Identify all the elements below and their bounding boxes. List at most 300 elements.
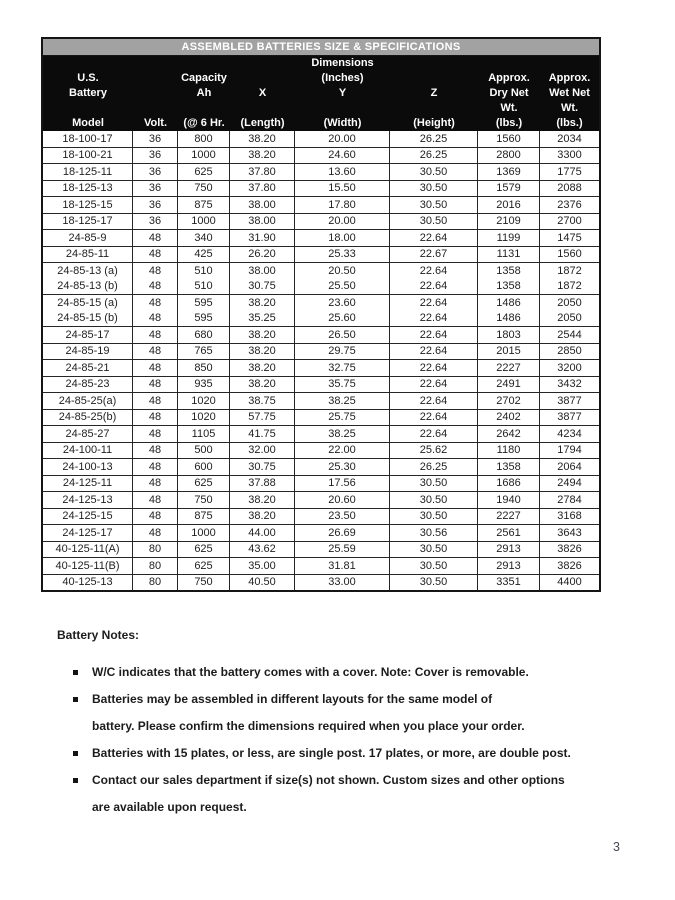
header-line: Dry Net (489, 87, 529, 99)
table-body (43, 131, 599, 590)
table-cell: 2050 (540, 311, 599, 328)
note-text (92, 767, 565, 821)
table-cell: 44.00 (230, 525, 295, 542)
table-cell: 1358 (478, 263, 540, 279)
table-row (43, 509, 599, 526)
table-cell: 26.25 (390, 148, 478, 165)
table-cell: 595 (178, 311, 230, 328)
table-row (43, 476, 599, 493)
header-line: Approx. (548, 72, 591, 84)
table-cell: 750 (178, 575, 230, 591)
header-line: Battery (69, 87, 107, 99)
table-cell: 38.20 (230, 360, 295, 377)
table-cell: 38.20 (230, 509, 295, 526)
header-line (133, 101, 178, 116)
table-cell: 1020 (178, 393, 230, 410)
table-cell: 22.64 (390, 410, 478, 427)
table-cell: 48 (133, 410, 178, 427)
table-cell: 1131 (478, 247, 540, 264)
table-cell: 625 (178, 476, 230, 493)
table-cell: 38.25 (295, 393, 390, 410)
table-cell: 48 (133, 247, 178, 264)
header-line (230, 101, 295, 116)
header-line: Approx. (488, 72, 530, 84)
table-cell: 26.69 (295, 525, 390, 542)
table-cell: 80 (133, 542, 178, 559)
table-cell: 595 (178, 295, 230, 311)
table-cell: 48 (133, 279, 178, 296)
note-line: battery. Please confirm the dimensions required when you place your order. (92, 719, 525, 733)
table-cell: 2227 (478, 509, 540, 526)
table-cell: 2544 (540, 327, 599, 344)
note-item (57, 767, 571, 821)
table-cell: 20.00 (295, 214, 390, 231)
header-line (43, 101, 133, 116)
note-line: Batteries may be assembled in different layouts for the same model of (92, 692, 493, 706)
table-cell: 3826 (540, 542, 599, 559)
table-cell: 3351 (478, 575, 540, 591)
note-line: Batteries with 15 plates, or less, are single post. 17 plates, or more, are double post. (92, 746, 571, 760)
header-col (230, 56, 295, 131)
table-cell: 500 (178, 443, 230, 460)
table-cell: 680 (178, 327, 230, 344)
battery-notes-section (57, 628, 571, 821)
table-cell: 25.50 (295, 279, 390, 296)
table-cell: 36 (133, 131, 178, 148)
table-cell: 48 (133, 327, 178, 344)
header-col (178, 56, 230, 131)
table-header (43, 56, 599, 131)
table-cell: 2913 (478, 542, 540, 559)
table-cell: 24-85-19 (43, 344, 133, 361)
header-col (295, 56, 390, 131)
table-cell: 24-85-9 (43, 230, 133, 247)
table-cell: 1475 (540, 230, 599, 247)
table-row (43, 575, 599, 591)
table-cell: 25.33 (295, 247, 390, 264)
table-cell: 24-125-13 (43, 492, 133, 509)
header-line (133, 86, 178, 101)
table-cell: 625 (178, 542, 230, 559)
header-line: Wet Net (549, 87, 590, 99)
table-cell: 33.00 (295, 575, 390, 591)
table-row (43, 279, 599, 296)
header-line: (@ 6 Hr. (183, 117, 225, 129)
table-row (43, 410, 599, 427)
table-cell: 26.25 (390, 459, 478, 476)
table-cell: 30.50 (390, 164, 478, 181)
table-cell: 2088 (540, 181, 599, 198)
notes-list (57, 659, 571, 821)
table-cell: 24-85-15 (a) (43, 295, 133, 311)
table-cell: 3168 (540, 509, 599, 526)
header-col (540, 56, 599, 131)
table-cell: 2050 (557, 296, 582, 309)
table-cell: 24-125-17 (43, 525, 133, 542)
table-cell: 20.00 (295, 131, 390, 148)
table-cell: 22.64 (390, 360, 478, 377)
table-cell: 31.90 (230, 230, 295, 247)
table-cell: 38.00 (230, 197, 295, 214)
table-cell: 1560 (478, 131, 540, 148)
header-line: (lbs.) (556, 117, 583, 129)
header-line (178, 56, 230, 71)
table-cell: 22.64 (390, 279, 478, 296)
table-cell: 35.00 (230, 558, 295, 575)
table-cell: 3877 (540, 410, 599, 427)
table-cell: 37.80 (230, 164, 295, 181)
table-cell: 3826 (540, 558, 599, 575)
table-row (43, 492, 599, 509)
table-cell: 48 (133, 230, 178, 247)
table-cell: 875 (178, 197, 230, 214)
table-cell: 1000 (178, 148, 230, 165)
table-cell: 25.62 (390, 443, 478, 460)
header-line (133, 56, 178, 71)
table-cell: 30.50 (390, 558, 478, 575)
table-cell: 510 (178, 263, 230, 279)
header-line: Y (338, 87, 347, 99)
table-cell: 1000 (178, 214, 230, 231)
table-cell: 22.64 (390, 230, 478, 247)
table-cell: 17.80 (295, 197, 390, 214)
table-cell: 2700 (540, 214, 599, 231)
table-cell: 3200 (540, 360, 599, 377)
table-row (43, 426, 599, 443)
table-cell: 24-85-25(a) (43, 393, 133, 410)
table-row (43, 148, 599, 165)
header-line (178, 101, 230, 116)
table-row (43, 377, 599, 394)
table-cell: 35.75 (295, 377, 390, 394)
table-cell: 22.64 (390, 344, 478, 361)
table-cell: 1872 (557, 264, 582, 277)
table-cell: 43.62 (230, 542, 295, 559)
header-line: Z (430, 87, 438, 99)
header-line (43, 56, 133, 71)
header-line: (Width) (323, 117, 362, 129)
table-cell: 38.20 (230, 344, 295, 361)
table-cell: 48 (133, 263, 178, 279)
table-cell: 25.30 (295, 459, 390, 476)
table-cell: 24-85-23 (43, 377, 133, 394)
table-row (43, 344, 599, 361)
header-line: X (258, 87, 267, 99)
table-cell: 40-125-11(A) (43, 542, 133, 559)
note-item (57, 659, 571, 686)
note-text (92, 740, 571, 767)
table-cell: 48 (133, 492, 178, 509)
table-row (43, 558, 599, 575)
table-cell: 30.50 (390, 476, 478, 493)
table-cell: 1794 (540, 443, 599, 460)
table-cell: 36 (133, 197, 178, 214)
table-cell: 24-85-25(b) (43, 410, 133, 427)
table-cell: 1020 (178, 410, 230, 427)
table-cell: 30.50 (390, 197, 478, 214)
bullet-square-icon (73, 751, 78, 756)
table-row (43, 542, 599, 559)
table-cell: 48 (133, 393, 178, 410)
table-cell: 2016 (478, 197, 540, 214)
table-cell: 1358 (478, 279, 540, 296)
table-cell: 425 (178, 247, 230, 264)
header-line: Ah (196, 87, 212, 99)
table-row (43, 197, 599, 214)
table-cell: 38.00 (230, 263, 295, 279)
table-cell: 1803 (478, 327, 540, 344)
header-line: Dimensions (311, 57, 374, 69)
table-cell: 2642 (478, 426, 540, 443)
table-cell: 1358 (478, 459, 540, 476)
table-cell: 1560 (540, 247, 599, 264)
table-cell: 2034 (540, 131, 599, 148)
table-cell: 24-125-15 (43, 509, 133, 526)
table-cell: 32.00 (230, 443, 295, 460)
table-row (43, 443, 599, 460)
table-cell: 24.60 (295, 148, 390, 165)
table-cell: 24-85-21 (43, 360, 133, 377)
table-cell: 22.67 (390, 247, 478, 264)
table-cell: 3432 (540, 377, 599, 394)
table-cell: 38.20 (230, 327, 295, 344)
table-cell: 38.00 (230, 214, 295, 231)
note-item (57, 686, 571, 740)
table-cell: 1775 (540, 164, 599, 181)
table-cell: 22.64 (390, 377, 478, 394)
table-cell: 2064 (540, 459, 599, 476)
table-cell: 26.25 (390, 131, 478, 148)
table-cell: 750 (178, 181, 230, 198)
note-line: W/C indicates that the battery comes with a cover. Note: Cover is removable. (92, 665, 529, 679)
table-cell: 32.75 (295, 360, 390, 377)
header-col (43, 56, 133, 131)
table-cell: 1105 (178, 426, 230, 443)
table-cell: 2800 (478, 148, 540, 165)
header-line: (Inches) (321, 72, 364, 84)
table-cell: 30.50 (390, 492, 478, 509)
table-cell: 57.75 (230, 410, 295, 427)
table-cell: 25.60 (295, 311, 390, 328)
table-cell: 48 (133, 525, 178, 542)
header-line (295, 101, 390, 116)
table-cell: 29.75 (295, 344, 390, 361)
table-cell: 2015 (478, 344, 540, 361)
table-row (43, 393, 599, 410)
table-row (43, 247, 599, 264)
note-line: Contact our sales department if size(s) not shown. Custom sizes and other options (92, 773, 565, 787)
page-number: 3 (613, 840, 620, 854)
note-line: are available upon request. (92, 800, 247, 814)
table-cell: 1486 (478, 295, 540, 311)
table-cell: 1199 (478, 230, 540, 247)
bullet-square-icon (73, 778, 78, 783)
table-cell: 340 (178, 230, 230, 247)
table-title: ASSEMBLED BATTERIES SIZE & SPECIFICATIONS (43, 39, 599, 56)
table-cell: 4400 (557, 576, 582, 589)
table-cell: 1369 (478, 164, 540, 181)
header-line: Volt. (143, 117, 167, 129)
table-row (43, 525, 599, 542)
table-cell: 22.64 (390, 295, 478, 311)
notes-heading: Battery Notes: (57, 628, 140, 642)
table-cell: 2913 (478, 558, 540, 575)
table-cell: 1686 (478, 476, 540, 493)
table-cell: 48 (133, 476, 178, 493)
table-cell: 38.20 (230, 148, 295, 165)
table-cell: 24-85-15 (b) (43, 311, 133, 328)
table-cell: 36 (133, 164, 178, 181)
table-cell: 2494 (540, 476, 599, 493)
table-row (43, 181, 599, 198)
table-row (43, 230, 599, 247)
header-col (390, 56, 478, 131)
header-line (230, 56, 295, 71)
table-cell: 37.88 (230, 476, 295, 493)
table-cell: 48 (133, 344, 178, 361)
table-cell: 22.00 (295, 443, 390, 460)
table-cell: 18.00 (295, 230, 390, 247)
table-cell: 22.64 (390, 311, 478, 328)
table-cell: 35.25 (230, 311, 295, 328)
table-row (43, 360, 599, 377)
table-cell: 23.60 (295, 295, 390, 311)
table-row (43, 295, 599, 311)
header-line (478, 56, 540, 71)
table-cell: 13.60 (295, 164, 390, 181)
battery-spec-table (41, 37, 601, 592)
table-cell: 41.75 (230, 426, 295, 443)
table-cell: 26.20 (230, 247, 295, 264)
table-cell: 30.50 (390, 575, 478, 591)
table-cell: 18-125-15 (43, 197, 133, 214)
header-line: Wt. (500, 102, 518, 114)
table-cell: 40-125-11(B) (43, 558, 133, 575)
table-cell: 24-85-11 (43, 247, 133, 264)
table-cell: 22.64 (390, 426, 478, 443)
table-cell: 2227 (478, 360, 540, 377)
table-cell: 30.50 (390, 214, 478, 231)
table-row (43, 164, 599, 181)
table-cell: 2850 (540, 344, 599, 361)
header-line: Capacity (181, 72, 227, 84)
table-cell: 40-125-13 (43, 575, 133, 591)
table-cell: 48 (133, 377, 178, 394)
table-cell: 36 (133, 214, 178, 231)
table-cell: 850 (178, 360, 230, 377)
table-cell: 24-85-13 (a) (43, 263, 133, 279)
table-cell: 2376 (540, 197, 599, 214)
table-row (43, 327, 599, 344)
table-cell: 23.50 (295, 509, 390, 526)
table-cell: 3877 (540, 393, 599, 410)
table-cell: 48 (133, 509, 178, 526)
table-cell: 1000 (178, 525, 230, 542)
table-cell: 48 (133, 459, 178, 476)
table-cell: 26.50 (295, 327, 390, 344)
table-cell: 875 (178, 509, 230, 526)
table-cell: 22.64 (390, 327, 478, 344)
table-cell: 38.20 (230, 131, 295, 148)
table-cell: 22.64 (390, 263, 478, 279)
header-line (390, 71, 478, 86)
table-cell: 38.20 (230, 492, 295, 509)
table-cell: 36 (133, 148, 178, 165)
table-row (43, 263, 599, 279)
table-cell: 3300 (540, 148, 599, 165)
header-line (540, 56, 599, 71)
table-cell: 38.25 (295, 426, 390, 443)
note-item (57, 740, 571, 767)
table-cell: 48 (133, 426, 178, 443)
table-cell: 765 (178, 344, 230, 361)
table-cell: 2491 (478, 377, 540, 394)
table-cell: 1486 (478, 311, 540, 328)
table-cell: 38.20 (230, 377, 295, 394)
table-cell: 750 (178, 492, 230, 509)
header-line: U.S. (77, 72, 99, 84)
header-line (390, 56, 478, 71)
table-cell: 38.20 (230, 295, 295, 311)
table-cell: 30.50 (390, 181, 478, 198)
table-cell: 1579 (478, 181, 540, 198)
table-cell: 30.75 (230, 459, 295, 476)
table-cell: 24-85-17 (43, 327, 133, 344)
header-line: (Length) (240, 117, 285, 129)
table-cell: 48 (133, 360, 178, 377)
table-cell: 30.50 (390, 542, 478, 559)
table-cell: 30.75 (230, 279, 295, 296)
table-cell: 2702 (478, 393, 540, 410)
header-line (230, 71, 295, 86)
table-cell: 80 (133, 558, 178, 575)
table-cell: 48 (133, 443, 178, 460)
table-cell: 1940 (478, 492, 540, 509)
table-row (43, 214, 599, 231)
table-cell: 1180 (478, 443, 540, 460)
table-cell: 935 (178, 377, 230, 394)
table-cell: 38.75 (230, 393, 295, 410)
table-cell: 48 (133, 295, 178, 311)
table-cell: 24-85-13 (b) (43, 279, 133, 296)
header-col (133, 56, 178, 131)
table-cell: 625 (178, 164, 230, 181)
table-cell: 31.81 (295, 558, 390, 575)
table-cell: 20.60 (295, 492, 390, 509)
table-cell: 37.80 (230, 181, 295, 198)
table-cell: 625 (178, 558, 230, 575)
table-row (43, 311, 599, 328)
table-cell: 4234 (540, 426, 599, 443)
table-cell: 17.56 (295, 476, 390, 493)
table-cell: 2109 (478, 214, 540, 231)
table-row (43, 131, 599, 148)
table-cell: 18-125-13 (43, 181, 133, 198)
table-cell: 40.50 (230, 575, 295, 591)
header-line (133, 71, 178, 86)
table-cell: 2561 (478, 525, 540, 542)
header-line: Model (72, 117, 104, 129)
bullet-square-icon (73, 670, 78, 675)
table-cell: 18-125-17 (43, 214, 133, 231)
table-cell: 20.50 (295, 263, 390, 279)
note-text (92, 659, 529, 686)
table-cell: 2784 (540, 492, 599, 509)
table-cell: 24-125-11 (43, 476, 133, 493)
table-cell: 510 (178, 279, 230, 296)
header-line: (Height) (413, 117, 455, 129)
table-cell: 80 (133, 575, 178, 591)
